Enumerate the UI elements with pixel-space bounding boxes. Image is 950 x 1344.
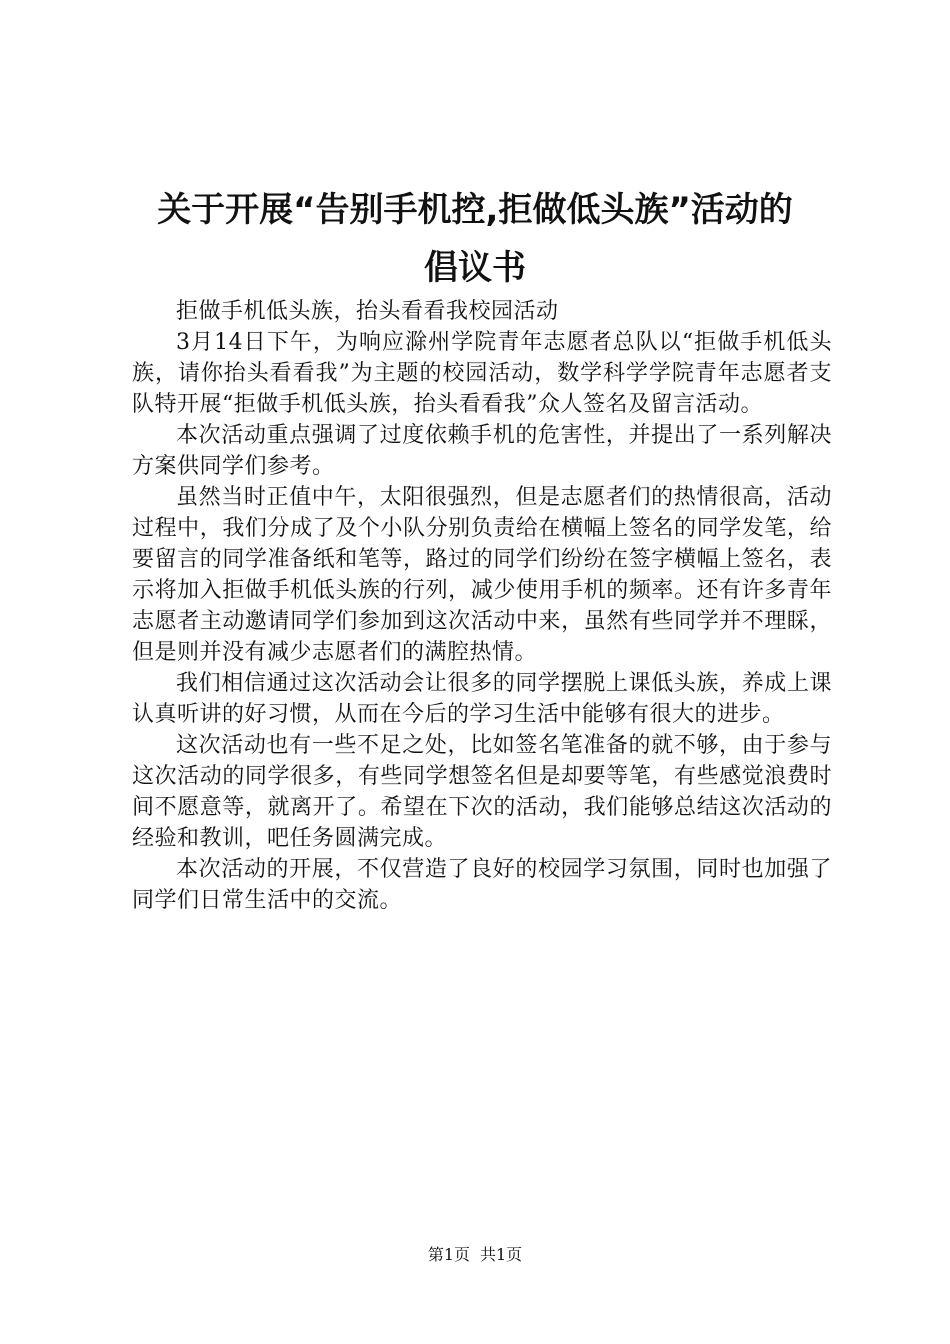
paragraph: 虽然当时正值中午，太阳很强烈，但是志愿者们的热情很高，活动过程中，我们分成了及个小队分别负责给在横幅上签名的同学发笔，给要留言的同学准备纸和笔等，路过的同学们纷纷在签字横幅上签名，表示将加入拒做手机低头族的行列，减少使用手机的频率。还有许多青年志愿者主动邀请同学们参加到这次活动中来，虽然有些同学并不理睬，但是则并没有减少志愿者们的满腔热情。 bbox=[132, 485, 832, 665]
paragraph: 本次活动重点强调了过度依赖手机的危害性，并提出了一系列解决方案供同学们参考。 bbox=[132, 423, 832, 479]
paragraph: 本次活动的开展，不仅营造了良好的校园学习氛围，同时也加强了同学们日常生活中的交流。 bbox=[132, 857, 832, 913]
paragraph: 3月14日下午，为响应滁州学院青年志愿者总队以“拒做手机低头族，请你抬头看看我”为主题的校园活动，数学科学学院青年志愿者支队特开展“拒做手机低头族，抬头看看我”众人签名及留言活动。 bbox=[132, 330, 832, 417]
document-body bbox=[132, 296, 832, 916]
paragraph-subtitle: 拒做手机低头族，抬头看看我校园活动 bbox=[176, 299, 559, 324]
page-total: 共1页 bbox=[480, 1245, 523, 1264]
paragraph: 我们相信通过这次活动会让很多的同学摆脱上课低头族，养成上课认真听讲的好习惯，从而在今后的学习生活中能够有很大的进步。 bbox=[132, 671, 832, 727]
page-number: 第1页 bbox=[427, 1245, 470, 1264]
document-title-line-2: 倡议书 bbox=[424, 248, 526, 288]
document-title-line-1: 关于开展“告别手机控,拒做低头族”活动的 bbox=[157, 190, 793, 230]
paragraph: 这次活动也有一些不足之处，比如签名笔准备的就不够，由于参与这次活动的同学很多，有些同学想签名但是却要等笔，有些感觉浪费时间不愿意等，就离开了。希望在下次的活动，我们能够总结这次活动的经验和教训，吧任务圆满完成。 bbox=[132, 733, 832, 851]
page-footer bbox=[0, 1245, 950, 1265]
